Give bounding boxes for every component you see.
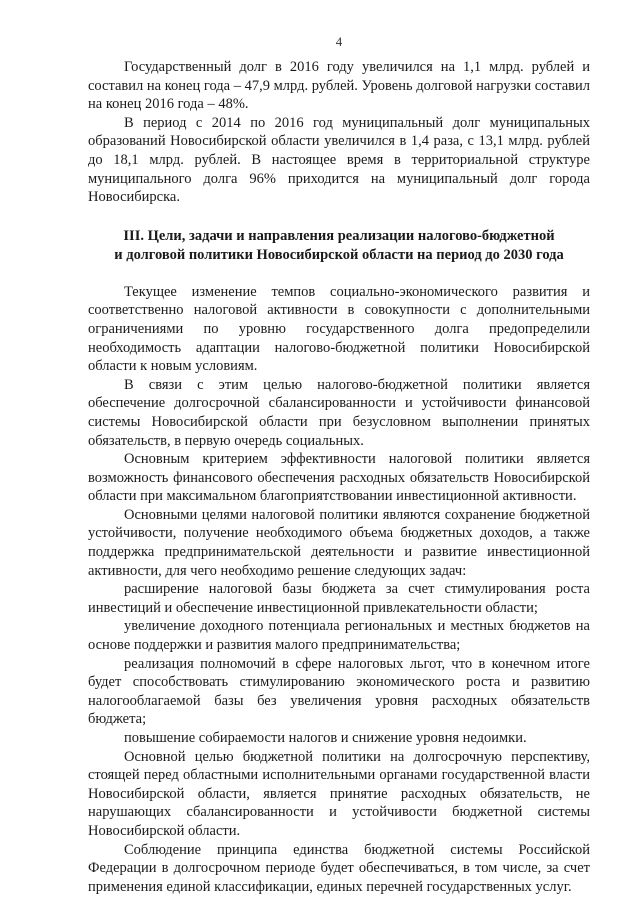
section-heading-line-2: и долговой политики Новосибирской области на период до 2030 года — [114, 246, 564, 263]
intro-block — [88, 58, 590, 207]
paragraph: Соблюдение принципа единства бюджетной системы Российской Федерации в долгосрочном периоде будет обеспечиваться, в том числе, за счет применения единой классификации, единых перечней государственных услуг. — [88, 841, 590, 895]
task-list-item: увеличение доходного потенциала региональных и местных бюджетов на основе поддержки и развития малого предпринимательства; — [88, 618, 590, 654]
paragraph: В связи с этим целью налогово-бюджетной политики является обеспечение долгосрочной сбалансированности и устойчивости финансовой системы Новосибирской области при безусловном выполнении принятых обязательств, в первую очередь социальных. — [88, 376, 590, 449]
paragraph-state-debt: Государственный долг в 2016 году увеличился на 1,1 млрд. рублей и составил на конец года – 47,9 млрд. рублей. Уровень долговой нагрузки составил на конец 2016 года – 48%. — [88, 59, 590, 113]
paragraph: Основными целями налоговой политики являются сохранение бюджетной устойчивости, получение необходимого объема бюджетных доходов, а также поддержка предпринимательской деятельности и развитие инвестиционной активности, для чего необходимо решение следующих задач: — [88, 506, 590, 579]
paragraph: Основной целью бюджетной политики на долгосрочную перспективу, стоящей перед областными исполнительными органами государственной власти Новосибирской области, является принятие расходных обязательств, не нарушающих сбалансированности и устойчивости бюджетной системы Новосибирской области. — [88, 748, 590, 839]
task-list-item: расширение налоговой базы бюджета за счет стимулирования роста инвестиций и обеспечение инвестиционной привлекательности области; — [88, 581, 590, 616]
task-list-item: реализация полномочий в сфере налоговых льгот, что в конечном итоге будет способствовать стимулированию экономического роста и развитию налогооблагаемой базы без увеличения уровня расходных обязательств бюджета; — [88, 655, 590, 728]
paragraph: Основным критерием эффективности налоговой политики является возможность финансового обеспечения расходных обязательств Новосибирской области при максимальном благоприятствовании инвестиционной активности. — [88, 451, 590, 505]
section-heading-line-1: III. Цели, задачи и направления реализации налогово-бюджетной — [123, 227, 555, 244]
paragraph-municipal-debt: В период с 2014 по 2016 год муниципальный долг муниципальных образований Новосибирской области увеличился в 1,4 раза, с 13,1 млрд. рублей до 18,1 млрд. рублей. В настоящее время в территориальной структуре муниципального долга 96% приходится на муниципальный долг города Новосибирска. — [88, 114, 590, 206]
page-number: 4 — [335, 34, 343, 49]
paragraph: Текущее изменение темпов социально-экономического развития и соответственно налоговой активности в совокупности с дополнительными ограничениями по уровню государственного долга предопределили необходимость адаптации налогово-бюджетной политики Новосибирской области к новым условиям. — [88, 283, 590, 375]
section-heading — [88, 227, 590, 265]
task-list-item: повышение собираемости налогов и снижение уровня недоимки. — [124, 730, 527, 746]
section-body — [88, 283, 590, 897]
